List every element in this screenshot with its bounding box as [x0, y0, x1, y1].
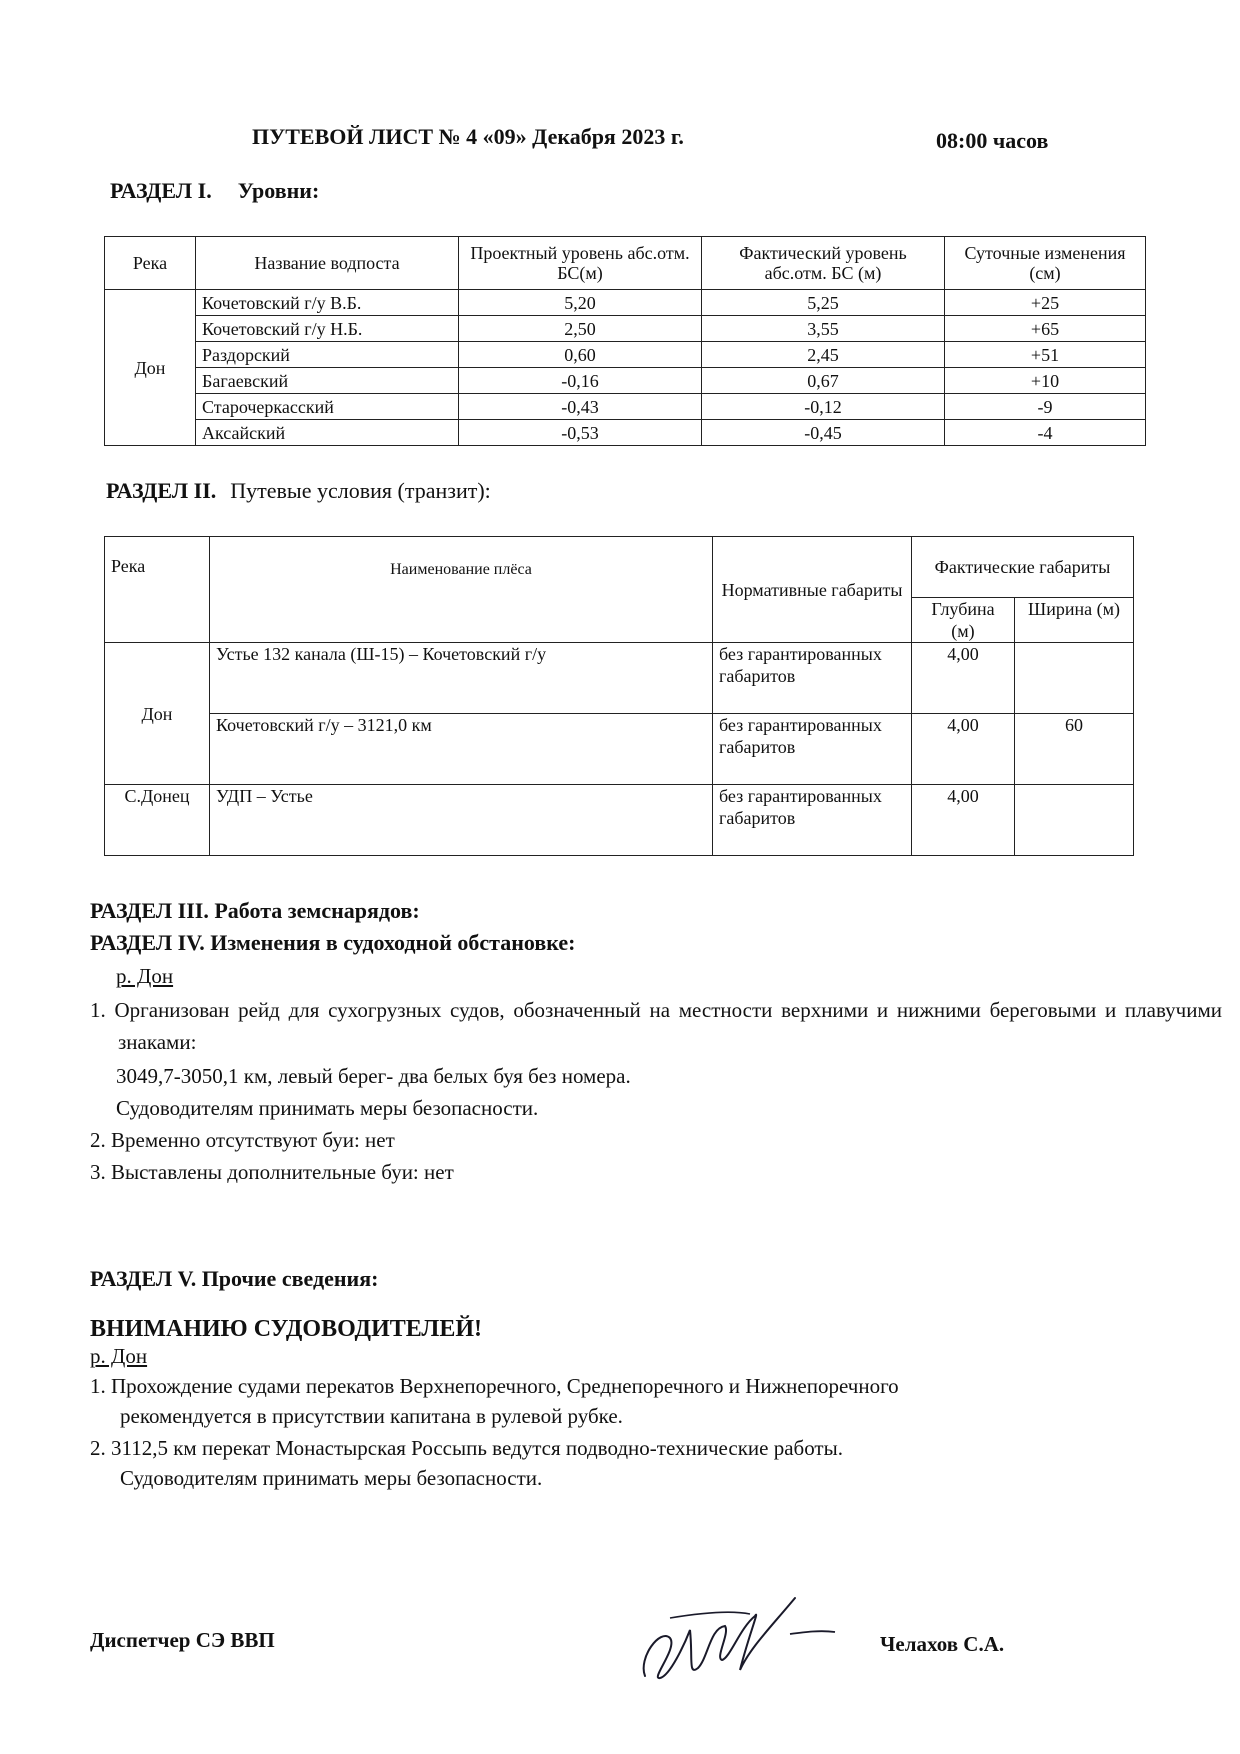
section4-item1-detail: 3049,7-3050,1 км, левый берег- два белых буя без номера.: [116, 1064, 631, 1088]
attention-heading: ВНИМАНИЮ СУДОВОДИТЕЛЕЙ!: [90, 1316, 482, 1342]
reach-cell: Устье 132 канала (Ш-15) – Кочетовский г/у: [210, 643, 713, 714]
col-header-actual: Фактический уровень абс.отм. БС (м): [702, 237, 945, 290]
handwritten-signature: [630, 1588, 850, 1688]
normative-cell: без гарантированных габаритов: [713, 643, 912, 714]
table-header-row: [105, 237, 1146, 290]
levels-table: [104, 236, 1146, 446]
post-cell: Аксайский: [196, 420, 459, 446]
reach-cell: Кочетовский г/у – 3121,0 км: [210, 714, 713, 785]
document-title: ПУТЕВОЙ ЛИСТ № 4 «09» Декабря 2023 г.: [252, 124, 684, 149]
table-row: [105, 368, 1146, 394]
section5-item1-cont: рекомендуется в присутствии капитана в рулевой рубке.: [120, 1404, 623, 1428]
width-cell: [1015, 785, 1134, 856]
section4-title: РАЗДЕЛ IV. Изменения в судоходной обстановке:: [90, 930, 576, 955]
reach-cell: УДП – Устье: [210, 785, 713, 856]
col-header-river: Река: [105, 237, 196, 290]
section5-title: РАЗДЕЛ V. Прочие сведения:: [90, 1266, 379, 1291]
actual-cell: 5,25: [702, 290, 945, 316]
table-row: [105, 342, 1146, 368]
project-cell: -0,43: [459, 394, 702, 420]
section4-item2: 2. Временно отсутствуют буи: нет: [90, 1128, 395, 1152]
normative-cell: без гарантированных габаритов: [713, 714, 912, 785]
signatory-name: Челахов С.А.: [880, 1632, 1005, 1656]
project-cell: 0,60: [459, 342, 702, 368]
section2-title: Путевые условия (транзит):: [230, 478, 491, 503]
project-cell: -0,16: [459, 368, 702, 394]
post-cell: Багаевский: [196, 368, 459, 394]
section5-river: р. Дон: [90, 1344, 148, 1368]
document-time: 08:00 часов: [936, 128, 1049, 153]
change-cell: -4: [945, 420, 1146, 446]
col-header-width: Ширина (м): [1015, 598, 1134, 643]
table-row: [105, 714, 1134, 785]
actual-cell: 0,67: [702, 368, 945, 394]
river-cell: Дон: [105, 643, 210, 785]
table-row: [105, 316, 1146, 342]
section2-label: РАЗДЕЛ II.: [106, 478, 217, 503]
post-cell: Старочеркасский: [196, 394, 459, 420]
depth-cell: 4,00: [912, 643, 1015, 714]
table-row: [105, 420, 1146, 446]
transit-table: [104, 536, 1134, 856]
section4-item1: 1. Организован рейд для сухогрузных судов, обозначенный на местности верхними и нижними береговыми и плавучими знаками:: [90, 998, 1222, 1054]
post-cell: Раздорский: [196, 342, 459, 368]
actual-cell: -0,45: [702, 420, 945, 446]
actual-cell: -0,12: [702, 394, 945, 420]
project-cell: 5,20: [459, 290, 702, 316]
change-cell: +65: [945, 316, 1146, 342]
section4-item3: 3. Выставлены дополнительные буи: нет: [90, 1160, 454, 1184]
project-cell: -0,53: [459, 420, 702, 446]
change-cell: +10: [945, 368, 1146, 394]
col-header-depth: Глубина (м): [912, 598, 1015, 643]
change-cell: -9: [945, 394, 1146, 420]
table-header-row: [105, 537, 1134, 598]
col-header-post: Название водпоста: [196, 237, 459, 290]
col-header-river: Река: [105, 537, 210, 643]
col-header-change: Суточные изменения (см): [945, 237, 1146, 290]
post-cell: Кочетовский г/у Н.Б.: [196, 316, 459, 342]
col-header-actual: Фактические габариты: [912, 537, 1134, 598]
section4-river: р. Дон: [116, 964, 174, 988]
section5-item2-cont: Судоводителям принимать меры безопасности.: [120, 1466, 543, 1490]
depth-cell: 4,00: [912, 714, 1015, 785]
width-cell: 60: [1015, 714, 1134, 785]
actual-cell: 2,45: [702, 342, 945, 368]
section4-item1-note: Судоводителям принимать меры безопасности.: [116, 1096, 539, 1120]
actual-cell: 3,55: [702, 316, 945, 342]
post-cell: Кочетовский г/у В.Б.: [196, 290, 459, 316]
section1-label: РАЗДЕЛ I.: [110, 178, 212, 203]
col-header-project: Проектный уровень абс.отм. БС(м): [459, 237, 702, 290]
change-cell: +51: [945, 342, 1146, 368]
col-header-normative: Нормативные габариты: [713, 537, 912, 643]
section1-heading: [110, 178, 319, 204]
table-row: [105, 394, 1146, 420]
river-cell: С.Донец: [105, 785, 210, 856]
width-cell: [1015, 643, 1134, 714]
col-header-reach: Наименование плёса: [210, 537, 713, 643]
depth-cell: 4,00: [912, 785, 1015, 856]
project-cell: 2,50: [459, 316, 702, 342]
section3-title: РАЗДЕЛ III. Работа земснарядов:: [90, 898, 420, 923]
signatory-role: Диспетчер СЭ ВВП: [90, 1628, 275, 1652]
change-cell: +25: [945, 290, 1146, 316]
normative-cell: без гарантированных габаритов: [713, 785, 912, 856]
section2-heading: [106, 478, 491, 504]
section1-title: Уровни:: [237, 178, 320, 203]
section5-item1: 1. Прохождение судами перекатов Верхнепоречного, Среднепоречного и Нижнепоречного: [90, 1374, 899, 1398]
river-cell: Дон: [105, 290, 196, 446]
table-row: [105, 643, 1134, 714]
table-row: [105, 290, 1146, 316]
section5-item2: 2. 3112,5 км перекат Монастырская Россыпь ведутся подводно-технические работы.: [90, 1436, 843, 1460]
table-row: [105, 785, 1134, 856]
